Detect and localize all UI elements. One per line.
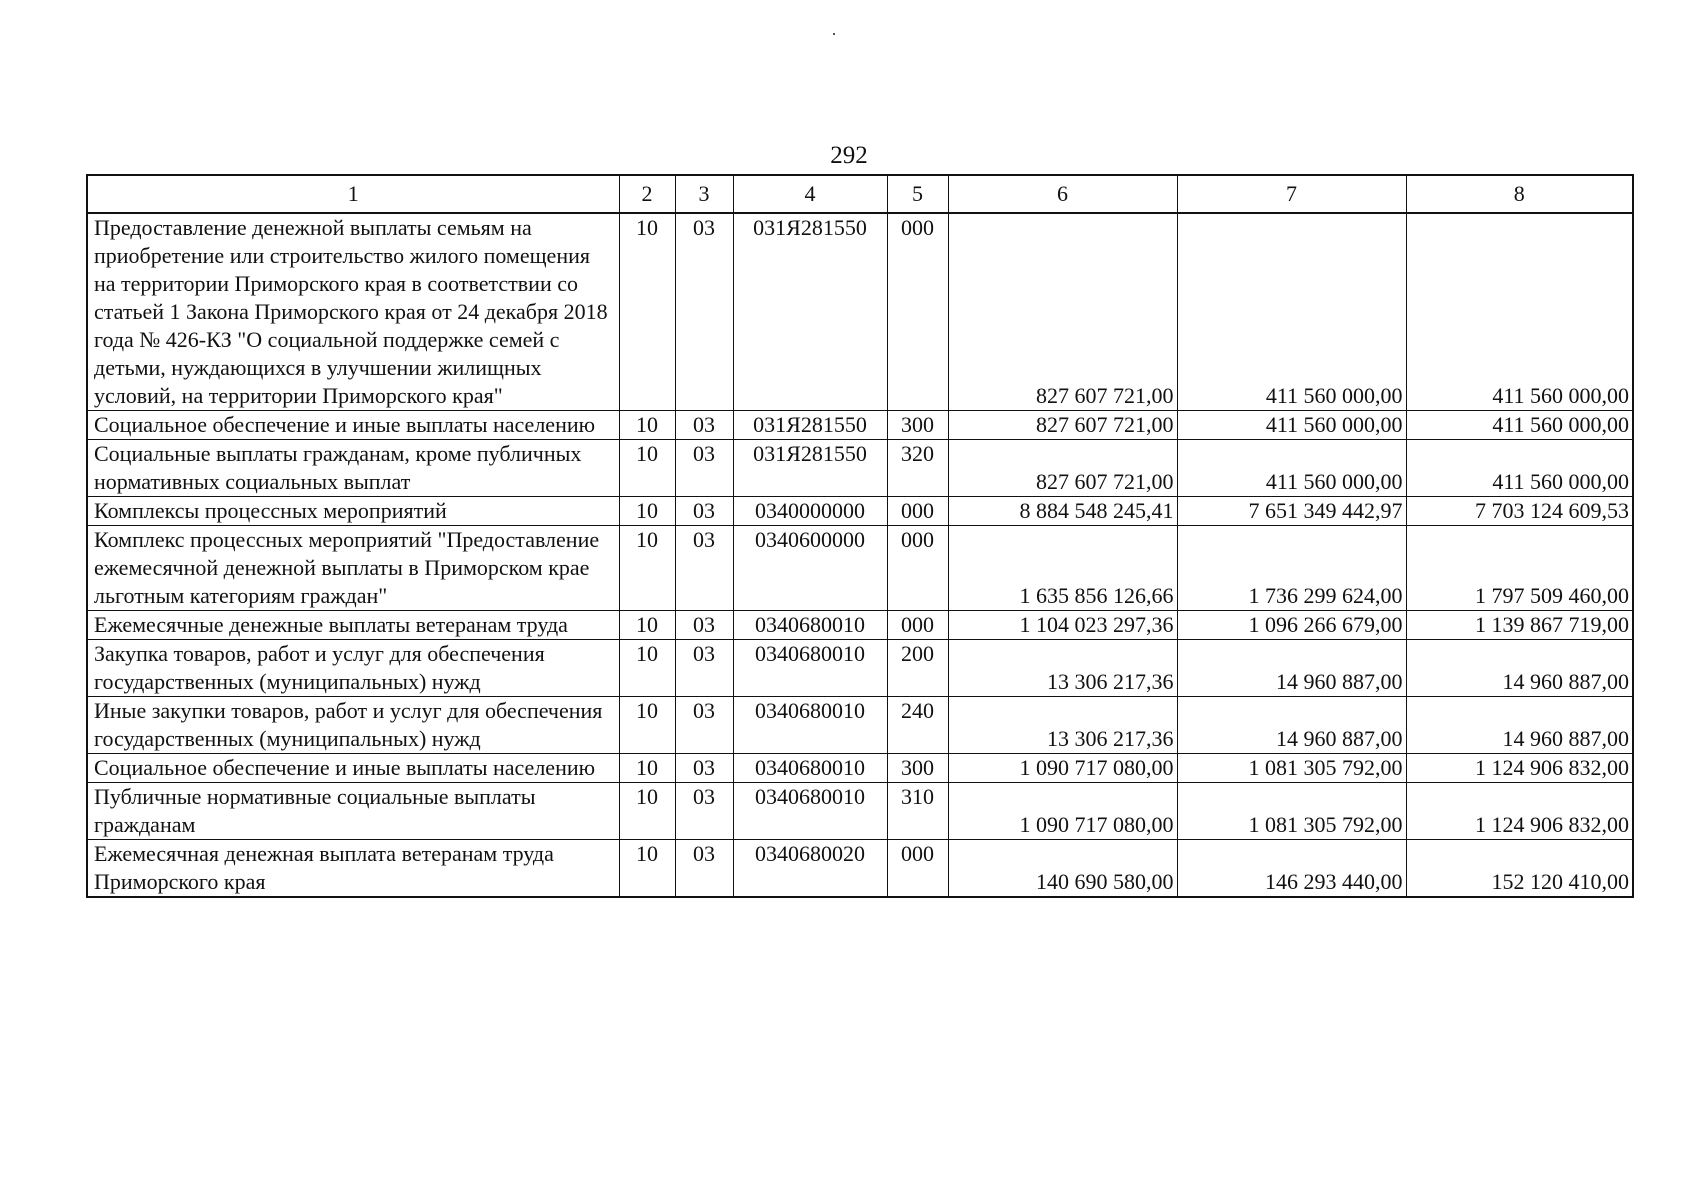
row-expense-type: 000 [887, 840, 948, 898]
row-target: 0340680010 [733, 640, 887, 697]
row-amount-3: 1 124 906 832,00 [1406, 783, 1633, 840]
row-expense-type: 300 [887, 411, 948, 440]
row-section: 10 [619, 411, 675, 440]
row-expense-type: 320 [887, 440, 948, 497]
row-target: 0340680010 [733, 783, 887, 840]
row-section: 10 [619, 213, 675, 411]
row-amount-2: 1 081 305 792,00 [1177, 754, 1406, 783]
row-target: 0340680020 [733, 840, 887, 898]
row-amount-3: 411 560 000,00 [1406, 213, 1633, 411]
row-amount-2: 411 560 000,00 [1177, 213, 1406, 411]
row-name: Социальное обеспечение и иные выплаты населению [87, 411, 619, 440]
row-section: 10 [619, 611, 675, 640]
row-section: 10 [619, 440, 675, 497]
row-section: 10 [619, 783, 675, 840]
row-amount-1: 140 690 580,00 [948, 840, 1177, 898]
row-name: Комплекс процессных мероприятий "Предоставление ежемесячной денежной выплаты в Приморском крае льготным категориям граждан" [87, 526, 619, 611]
column-header: 5 [887, 175, 948, 213]
column-header: 4 [733, 175, 887, 213]
row-expense-type: 240 [887, 697, 948, 754]
row-name: Иные закупки товаров, работ и услуг для обеспечения государственных (муниципальных) нужд [87, 697, 619, 754]
row-target: 031Я281550 [733, 440, 887, 497]
row-amount-2: 1 096 266 679,00 [1177, 611, 1406, 640]
row-amount-1: 13 306 217,36 [948, 697, 1177, 754]
column-header: 2 [619, 175, 675, 213]
row-amount-2: 14 960 887,00 [1177, 697, 1406, 754]
row-amount-3: 1 797 509 460,00 [1406, 526, 1633, 611]
table-row [87, 783, 1633, 840]
row-subsection: 03 [675, 640, 733, 697]
row-expense-type: 000 [887, 213, 948, 411]
row-subsection: 03 [675, 697, 733, 754]
page-number: 292 [830, 142, 868, 169]
column-header: 8 [1406, 175, 1633, 213]
scan-speck [833, 33, 835, 35]
row-subsection: 03 [675, 611, 733, 640]
row-target: 0340600000 [733, 526, 887, 611]
row-name: Предоставление денежной выплаты семьям на приобретение или строительство жилого помещения на территории Приморского края в соответствии со статьей 1 Закона Приморского края от 24 декабря 2018 года № 426-КЗ "О социальной поддержке семей с детьми, нуждающихся в улучшении жилищных условий, на территории Приморского края" [87, 213, 619, 411]
table-row [87, 840, 1633, 898]
row-subsection: 03 [675, 526, 733, 611]
row-amount-3: 152 120 410,00 [1406, 840, 1633, 898]
row-section: 10 [619, 840, 675, 898]
row-amount-1: 8 884 548 245,41 [948, 497, 1177, 526]
row-expense-type: 000 [887, 611, 948, 640]
row-amount-2: 411 560 000,00 [1177, 411, 1406, 440]
row-subsection: 03 [675, 754, 733, 783]
column-header: 7 [1177, 175, 1406, 213]
row-target: 031Я281550 [733, 411, 887, 440]
row-amount-2: 14 960 887,00 [1177, 640, 1406, 697]
row-name: Социальное обеспечение и иные выплаты населению [87, 754, 619, 783]
row-section: 10 [619, 640, 675, 697]
row-expense-type: 000 [887, 497, 948, 526]
row-expense-type: 310 [887, 783, 948, 840]
row-section: 10 [619, 526, 675, 611]
budget-table [86, 174, 1634, 898]
table-row [87, 697, 1633, 754]
row-amount-3: 14 960 887,00 [1406, 697, 1633, 754]
row-target: 0340680010 [733, 697, 887, 754]
row-amount-2: 7 651 349 442,97 [1177, 497, 1406, 526]
row-target: 0340680010 [733, 611, 887, 640]
row-name: Закупка товаров, работ и услуг для обеспечения государственных (муниципальных) нужд [87, 640, 619, 697]
table-row [87, 411, 1633, 440]
header-row [87, 175, 1633, 213]
row-subsection: 03 [675, 440, 733, 497]
row-amount-3: 7 703 124 609,53 [1406, 497, 1633, 526]
row-subsection: 03 [675, 213, 733, 411]
row-amount-2: 1 736 299 624,00 [1177, 526, 1406, 611]
table-row [87, 526, 1633, 611]
row-amount-2: 1 081 305 792,00 [1177, 783, 1406, 840]
column-header: 1 [87, 175, 619, 213]
row-section: 10 [619, 697, 675, 754]
row-amount-1: 1 090 717 080,00 [948, 754, 1177, 783]
table-row [87, 611, 1633, 640]
row-target: 031Я281550 [733, 213, 887, 411]
table-row [87, 213, 1633, 411]
row-target: 0340680010 [733, 754, 887, 783]
row-name: Ежемесячные денежные выплаты ветеранам труда [87, 611, 619, 640]
row-name: Ежемесячная денежная выплата ветеранам труда Приморского края [87, 840, 619, 898]
row-amount-1: 827 607 721,00 [948, 440, 1177, 497]
row-amount-1: 1 104 023 297,36 [948, 611, 1177, 640]
table-row [87, 440, 1633, 497]
row-subsection: 03 [675, 411, 733, 440]
row-amount-1: 827 607 721,00 [948, 213, 1177, 411]
row-subsection: 03 [675, 497, 733, 526]
table-row [87, 754, 1633, 783]
row-subsection: 03 [675, 840, 733, 898]
row-amount-3: 411 560 000,00 [1406, 411, 1633, 440]
row-amount-3: 1 139 867 719,00 [1406, 611, 1633, 640]
row-section: 10 [619, 754, 675, 783]
row-target: 0340000000 [733, 497, 887, 526]
row-name: Социальные выплаты гражданам, кроме публичных нормативных социальных выплат [87, 440, 619, 497]
row-name: Публичные нормативные социальные выплаты гражданам [87, 783, 619, 840]
column-header: 6 [948, 175, 1177, 213]
row-amount-1: 1 635 856 126,66 [948, 526, 1177, 611]
row-expense-type: 200 [887, 640, 948, 697]
row-expense-type: 300 [887, 754, 948, 783]
row-amount-2: 146 293 440,00 [1177, 840, 1406, 898]
row-expense-type: 000 [887, 526, 948, 611]
row-amount-1: 827 607 721,00 [948, 411, 1177, 440]
row-amount-2: 411 560 000,00 [1177, 440, 1406, 497]
table-row [87, 497, 1633, 526]
table-row [87, 640, 1633, 697]
row-amount-1: 13 306 217,36 [948, 640, 1177, 697]
row-amount-3: 14 960 887,00 [1406, 640, 1633, 697]
row-amount-3: 1 124 906 832,00 [1406, 754, 1633, 783]
row-section: 10 [619, 497, 675, 526]
row-amount-1: 1 090 717 080,00 [948, 783, 1177, 840]
column-header: 3 [675, 175, 733, 213]
row-subsection: 03 [675, 783, 733, 840]
row-name: Комплексы процессных мероприятий [87, 497, 619, 526]
row-amount-3: 411 560 000,00 [1406, 440, 1633, 497]
